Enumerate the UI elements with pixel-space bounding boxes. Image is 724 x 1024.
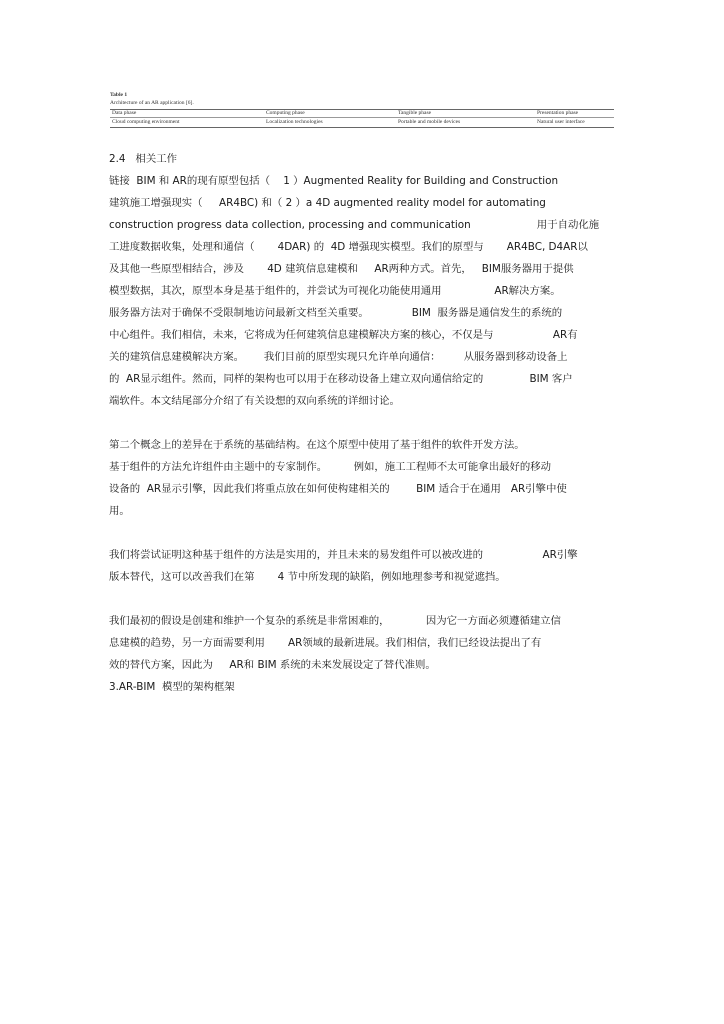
table-header-cell: Data phase [112, 110, 137, 116]
table-header-cell: Computing phase [266, 110, 305, 116]
table-bottom-rule [110, 127, 614, 128]
text-line: 建筑施工增强现实（ AR4BC) 和（ 2 ）a 4D augmented reality model for automating [109, 197, 546, 209]
text-line: 第二个概念上的差异在于系统的基础结构。在这个原型中使用了基于组件的软件开发方法。 [109, 439, 525, 451]
text-line: construction progress data collection, processing and communication 用于自动化施 [109, 219, 600, 231]
paragraph-gap [109, 412, 614, 434]
text-line: 服务器方法对于确保不受限制地访问最新文档至关重要。 BIM 服务器是通信发生的系统的 [109, 307, 563, 319]
text-line: 中心组件。我们相信，未来，它将成为任何建筑信息建模解决方案的核心，不仅是与 AR有 [109, 329, 578, 341]
table-cell: Natural user interface [537, 119, 585, 125]
text-line: 用。 [109, 505, 130, 517]
text-line: 及其他一些原型相结合，涉及 4D 建筑信息建模和 AR两种方式。首先， BIM服务器用于提供 [109, 263, 574, 275]
text-line: 设备的 AR显示引擎，因此我们将重点放在如何使构建相关的 BIM 适合于在通用 AR引擎中使 [109, 483, 567, 495]
text-line: 端软件。本文结尾部分介绍了有关设想的双向系统的详细讨论。 [109, 395, 400, 407]
table-caption-title: Table 1 [110, 92, 128, 98]
table-cell: Portable and mobile devices [398, 119, 461, 125]
architecture-table-image [110, 92, 614, 143]
text-line: 效的替代方案，因此为 AR和 BIM 系统的未来发展设定了替代准则。 [109, 659, 436, 671]
text-line: 的 AR显示组件。然而，同样的架构也可以用于在移动设备上建立双向通信给定的 BIM 客户 [109, 373, 573, 385]
text-line: 息建模的趋势，另一方面需要利用 AR领域的最新进展。我们相信，我们已经设法提出了有 [109, 637, 542, 649]
text-line: 版本替代，这可以改善我们在第 4 节中所发现的缺陷，例如地理参考和视觉遮挡。 [109, 571, 506, 583]
text-line: 工进度数据收集，处理和通信（ 4DAR) 的 4D 增强现实模型。我们的原型与 AR4BC, D4AR以 [109, 241, 588, 253]
paragraph-gap [109, 588, 614, 610]
text-line: 基于组件的方法允许组件由主题中的专家制作。 例如，施工工程师不太可能拿出最好的移动 [109, 461, 552, 473]
table-cell: Cloud computing environment [112, 119, 180, 125]
text-line: 链接 BIM 和 AR的现有原型包括（ 1 ）Augmented Reality for Building and Construction [109, 175, 559, 187]
table-cell: Localization technologies [266, 119, 323, 125]
paragraph-gap [109, 522, 614, 544]
table-header-rule [110, 117, 614, 118]
text-line: 我们最初的假设是创建和维护一个复杂的系统是非常困难的， 因为它一方面必须遵循建立信 [109, 615, 561, 627]
table-header-cell: Presentation phase [537, 110, 579, 116]
table-caption-text: Architecture of an AR application [6]. [110, 100, 194, 106]
document-body [109, 148, 614, 698]
text-line: 2.4 相关工作 [109, 153, 177, 165]
text-line: 关的建筑信息建模解决方案。 我们目前的原型实现只允许单向通信： 从服务器到移动设备上 [109, 351, 568, 363]
text-line: 我们将尝试证明这种基于组件的方法是实用的，并且未来的易发组件可以被改进的 AR引擎 [109, 549, 578, 561]
text-line: 模型数据，其次，原型本身是基于组件的，并尝试为可视化功能使用通用 AR解决方案。 [109, 285, 561, 297]
text-line: 3.AR-BIM 模型的架构框架 [109, 681, 235, 693]
table-header-cell: Tangible phase [398, 110, 432, 116]
